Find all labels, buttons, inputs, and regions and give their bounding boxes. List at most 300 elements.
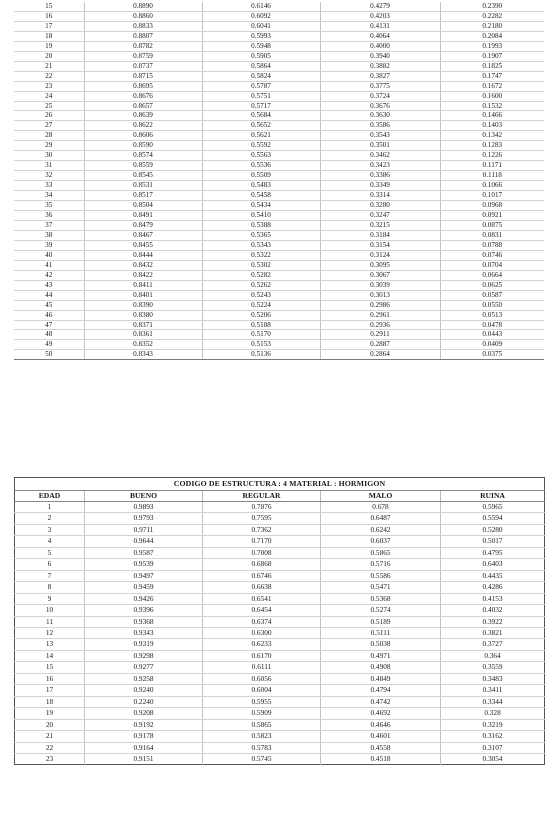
cell-ruina: 0.328 <box>441 708 545 719</box>
cell-bueno: 0.9343 <box>85 627 203 638</box>
cell-edad: 19 <box>14 41 84 51</box>
cell-regular: 0.5824 <box>202 71 320 81</box>
cell-bueno: 0.8715 <box>84 71 202 81</box>
cell-regular: 0.5948 <box>202 41 320 51</box>
cell-regular: 0.5509 <box>202 171 320 181</box>
cell-edad: 22 <box>14 71 84 81</box>
cell-bueno: 0.8411 <box>84 280 202 290</box>
cell-malo: 0.2961 <box>320 310 440 320</box>
cell-malo: 0.3423 <box>320 161 440 171</box>
table-row <box>14 41 544 51</box>
table-row <box>14 181 544 191</box>
cell-bueno: 0.8759 <box>84 51 202 61</box>
table-row <box>15 696 545 707</box>
cell-bueno: 0.9151 <box>85 753 203 764</box>
cell-regular: 0.5955 <box>203 696 321 707</box>
cell-regular: 0.5434 <box>202 201 320 211</box>
cell-edad: 39 <box>14 240 84 250</box>
cell-regular: 0.6454 <box>203 605 321 616</box>
cell-malo: 0.5189 <box>321 616 441 627</box>
column-header-bueno: BUENO <box>85 491 203 502</box>
cell-bueno: 0.9587 <box>85 547 203 558</box>
cell-malo: 0.4279 <box>320 2 440 11</box>
cell-edad: 17 <box>14 21 84 31</box>
cell-malo: 0.4646 <box>321 719 441 730</box>
cell-malo: 0.3039 <box>320 280 440 290</box>
cell-edad: 11 <box>15 616 85 627</box>
cell-ruina: 0.1672 <box>440 81 544 91</box>
table-title-row <box>15 478 545 491</box>
cell-ruina: 0.0831 <box>440 230 544 240</box>
cell-edad: 43 <box>14 280 84 290</box>
cell-malo: 0.3349 <box>320 181 440 191</box>
cell-malo: 0.678 <box>321 502 441 513</box>
cell-regular: 0.5388 <box>202 220 320 230</box>
cell-ruina: 0.1171 <box>440 161 544 171</box>
cell-malo: 0.4692 <box>321 708 441 719</box>
cell-edad: 7 <box>15 570 85 581</box>
cell-ruina: 0.0409 <box>440 340 544 350</box>
cell-bueno: 0.8657 <box>84 101 202 111</box>
cell-ruina: 0.2282 <box>440 11 544 21</box>
cell-malo: 0.3314 <box>320 191 440 201</box>
table-row <box>14 101 544 111</box>
cell-edad: 20 <box>15 719 85 730</box>
table-row <box>14 11 544 21</box>
table-row <box>14 81 544 91</box>
table-row <box>14 31 544 41</box>
cell-regular: 0.7008 <box>203 547 321 558</box>
cell-edad: 41 <box>14 260 84 270</box>
cell-malo: 0.3154 <box>320 240 440 250</box>
cell-ruina: 0.4795 <box>441 547 545 558</box>
cell-edad: 49 <box>14 340 84 350</box>
cell-regular: 0.6004 <box>203 685 321 696</box>
cell-edad: 28 <box>14 131 84 141</box>
table-row <box>14 350 544 360</box>
cell-edad: 14 <box>15 650 85 661</box>
cell-ruina: 0.3922 <box>441 616 545 627</box>
cell-malo: 0.3184 <box>320 230 440 240</box>
cell-malo: 0.3280 <box>320 201 440 211</box>
cell-regular: 0.7362 <box>203 524 321 535</box>
cell-ruina: 0.3411 <box>441 685 545 696</box>
cell-regular: 0.7170 <box>203 536 321 547</box>
table-body <box>14 2 544 360</box>
cell-malo: 0.3215 <box>320 220 440 230</box>
cell-regular: 0.5592 <box>202 141 320 151</box>
cell-malo: 0.3462 <box>320 151 440 161</box>
cell-regular: 0.5652 <box>202 121 320 131</box>
cell-regular: 0.5136 <box>202 350 320 360</box>
cell-edad: 12 <box>15 627 85 638</box>
cell-regular: 0.6092 <box>202 11 320 21</box>
cell-regular: 0.5536 <box>202 161 320 171</box>
cell-regular: 0.5170 <box>202 330 320 340</box>
cell-bueno: 0.9319 <box>85 639 203 650</box>
cell-ruina: 0.5017 <box>441 536 545 547</box>
cell-ruina: 0.1532 <box>440 101 544 111</box>
cell-edad: 3 <box>15 524 85 535</box>
cell-malo: 0.5586 <box>321 570 441 581</box>
cell-edad: 47 <box>14 320 84 330</box>
cell-ruina: 0.0550 <box>440 300 544 310</box>
cell-ruina: 0.5280 <box>441 524 545 535</box>
cell-bueno: 0.8479 <box>84 220 202 230</box>
table-row <box>15 547 545 558</box>
table-row <box>14 280 544 290</box>
cell-malo: 0.3013 <box>320 290 440 300</box>
cell-malo: 0.3095 <box>320 260 440 270</box>
cell-malo: 0.3067 <box>320 270 440 280</box>
cell-bueno: 0.8361 <box>84 330 202 340</box>
table-row <box>15 742 545 753</box>
table-row <box>15 685 545 696</box>
cell-edad: 16 <box>14 11 84 21</box>
cell-bueno: 0.8432 <box>84 260 202 270</box>
table-row <box>15 650 545 661</box>
cell-ruina: 0.1226 <box>440 151 544 161</box>
cell-ruina: 0.4032 <box>441 605 545 616</box>
cell-ruina: 0.0375 <box>440 350 544 360</box>
cell-malo: 0.3940 <box>320 51 440 61</box>
cell-malo: 0.6242 <box>321 524 441 535</box>
cell-malo: 0.3724 <box>320 91 440 101</box>
cell-ruina: 0.1825 <box>440 61 544 71</box>
table-row <box>14 340 544 350</box>
cell-ruina: 0.3107 <box>441 742 545 753</box>
cell-edad: 38 <box>14 230 84 240</box>
cell-regular: 0.5188 <box>202 320 320 330</box>
cell-edad: 13 <box>15 639 85 650</box>
cell-ruina: 0.3559 <box>441 662 545 673</box>
cell-bueno: 0.9793 <box>85 513 203 524</box>
cell-regular: 0.7876 <box>203 502 321 513</box>
cell-edad: 9 <box>15 593 85 604</box>
table-row <box>15 524 545 535</box>
depreciation-table-hormigon <box>14 477 545 765</box>
cell-bueno: 0.8444 <box>84 250 202 260</box>
cell-regular: 0.5745 <box>203 753 321 764</box>
table-row <box>14 201 544 211</box>
cell-regular: 0.5243 <box>202 290 320 300</box>
cell-regular: 0.5717 <box>202 101 320 111</box>
cell-ruina: 0.1466 <box>440 111 544 121</box>
cell-edad: 32 <box>14 171 84 181</box>
table-row <box>15 627 545 638</box>
table-row <box>14 230 544 240</box>
cell-malo: 0.5865 <box>321 547 441 558</box>
cell-edad: 19 <box>15 708 85 719</box>
cell-bueno: 0.9644 <box>85 536 203 547</box>
cell-bueno: 0.8390 <box>84 300 202 310</box>
cell-regular: 0.5905 <box>202 51 320 61</box>
cell-malo: 0.2986 <box>320 300 440 310</box>
cell-malo: 0.2887 <box>320 340 440 350</box>
table-row <box>14 171 544 181</box>
cell-ruina: 0.0875 <box>440 220 544 230</box>
cell-edad: 40 <box>14 250 84 260</box>
cell-edad: 22 <box>15 742 85 753</box>
cell-bueno: 0.9178 <box>85 731 203 742</box>
cell-ruina: 0.3483 <box>441 673 545 684</box>
table-row <box>14 270 544 280</box>
cell-ruina: 0.0788 <box>440 240 544 250</box>
cell-regular: 0.6111 <box>203 662 321 673</box>
cell-ruina: 0.5594 <box>441 513 545 524</box>
cell-ruina: 0.3727 <box>441 639 545 650</box>
cell-edad: 5 <box>15 547 85 558</box>
cell-bueno: 0.8401 <box>84 290 202 300</box>
cell-malo: 0.2936 <box>320 320 440 330</box>
cell-edad: 34 <box>14 191 84 201</box>
cell-malo: 0.3586 <box>320 121 440 131</box>
cell-bueno: 0.8352 <box>84 340 202 350</box>
cell-edad: 25 <box>14 101 84 111</box>
cell-regular: 0.6638 <box>203 582 321 593</box>
cell-malo: 0.3775 <box>320 81 440 91</box>
cell-malo: 0.3386 <box>320 171 440 181</box>
table-row <box>14 71 544 81</box>
cell-bueno: 0.9711 <box>85 524 203 535</box>
table-row <box>14 131 544 141</box>
cell-regular: 0.5864 <box>202 61 320 71</box>
cell-bueno: 0.8343 <box>84 350 202 360</box>
cell-bueno: 0.8517 <box>84 191 202 201</box>
table-row <box>15 708 545 719</box>
table-row <box>14 161 544 171</box>
cell-ruina: 0.0746 <box>440 250 544 260</box>
cell-malo: 0.4064 <box>320 31 440 41</box>
cell-bueno: 0.9277 <box>85 662 203 673</box>
cell-malo: 0.4794 <box>321 685 441 696</box>
cell-ruina: 0.1747 <box>440 71 544 81</box>
cell-malo: 0.3124 <box>320 250 440 260</box>
cell-bueno: 0.8622 <box>84 121 202 131</box>
table-row <box>15 719 545 730</box>
cell-ruina: 0.3821 <box>441 627 545 638</box>
cell-malo: 0.3543 <box>320 131 440 141</box>
cell-ruina: 0.1907 <box>440 51 544 61</box>
table-row <box>15 616 545 627</box>
cell-bueno: 0.8491 <box>84 211 202 221</box>
table-row <box>14 141 544 151</box>
cell-ruina: 0.1342 <box>440 131 544 141</box>
cell-edad: 45 <box>14 300 84 310</box>
cell-regular: 0.5483 <box>202 181 320 191</box>
column-header-regular: REGULAR <box>203 491 321 502</box>
cell-regular: 0.5909 <box>203 708 321 719</box>
column-header-malo: MALO <box>321 491 441 502</box>
cell-regular: 0.5153 <box>202 340 320 350</box>
cell-ruina: 0.0443 <box>440 330 544 340</box>
cell-regular: 0.5206 <box>202 310 320 320</box>
cell-edad: 17 <box>15 685 85 696</box>
table-row <box>14 121 544 131</box>
cell-edad: 21 <box>15 731 85 742</box>
cell-malo: 0.3827 <box>320 71 440 81</box>
cell-regular: 0.5365 <box>202 230 320 240</box>
cell-bueno: 0.8380 <box>84 310 202 320</box>
cell-edad: 48 <box>14 330 84 340</box>
table-row <box>14 300 544 310</box>
cell-regular: 0.6041 <box>202 21 320 31</box>
cell-edad: 44 <box>14 290 84 300</box>
cell-bueno: 0.8676 <box>84 91 202 101</box>
cell-regular: 0.5563 <box>202 151 320 161</box>
cell-regular: 0.6146 <box>202 2 320 11</box>
cell-ruina: 0.5965 <box>441 502 545 513</box>
cell-regular: 0.6056 <box>203 673 321 684</box>
cell-ruina: 0.2390 <box>440 2 544 11</box>
table-row <box>15 731 545 742</box>
cell-bueno: 0.9258 <box>85 673 203 684</box>
cell-regular: 0.6541 <box>203 593 321 604</box>
cell-ruina: 0.4153 <box>441 593 545 604</box>
cell-edad: 31 <box>14 161 84 171</box>
table-row <box>15 605 545 616</box>
cell-edad: 26 <box>14 111 84 121</box>
cell-bueno: 0.8422 <box>84 270 202 280</box>
cell-ruina: 0.3219 <box>441 719 545 730</box>
cell-regular: 0.6170 <box>203 650 321 661</box>
cell-malo: 0.3247 <box>320 211 440 221</box>
table-row <box>14 91 544 101</box>
cell-regular: 0.5458 <box>202 191 320 201</box>
cell-edad: 50 <box>14 350 84 360</box>
cell-ruina: 0.1283 <box>440 141 544 151</box>
cell-edad: 33 <box>14 181 84 191</box>
cell-bueno: 0.8531 <box>84 181 202 191</box>
table-header-row <box>15 491 545 502</box>
cell-ruina: 0.2180 <box>440 21 544 31</box>
cell-edad: 4 <box>15 536 85 547</box>
cell-bueno: 0.8695 <box>84 81 202 91</box>
cell-malo: 0.5471 <box>321 582 441 593</box>
cell-edad: 6 <box>15 559 85 570</box>
cell-regular: 0.5302 <box>202 260 320 270</box>
cell-edad: 36 <box>14 211 84 221</box>
cell-bueno: 0.8371 <box>84 320 202 330</box>
cell-ruina: 0.4286 <box>441 582 545 593</box>
cell-bueno: 0.8590 <box>84 141 202 151</box>
cell-malo: 0.5038 <box>321 639 441 650</box>
cell-malo: 0.3676 <box>320 101 440 111</box>
cell-bueno: 0.8455 <box>84 240 202 250</box>
cell-bueno: 0.9298 <box>85 650 203 661</box>
table-row <box>14 2 544 11</box>
cell-bueno: 0.9459 <box>85 582 203 593</box>
cell-edad: 1 <box>15 502 85 513</box>
cell-bueno: 0.8782 <box>84 41 202 51</box>
cell-ruina: 0.6403 <box>441 559 545 570</box>
cell-edad: 27 <box>14 121 84 131</box>
table-row <box>15 673 545 684</box>
cell-malo: 0.4971 <box>321 650 441 661</box>
cell-ruina: 0.0921 <box>440 211 544 221</box>
table-row <box>14 111 544 121</box>
table-row <box>14 240 544 250</box>
cell-edad: 20 <box>14 51 84 61</box>
table-row <box>14 220 544 230</box>
cell-ruina: 0.3344 <box>441 696 545 707</box>
cell-malo: 0.4601 <box>321 731 441 742</box>
cell-bueno: 0.8545 <box>84 171 202 181</box>
cell-bueno: 0.8559 <box>84 161 202 171</box>
cell-ruina: 0.1066 <box>440 181 544 191</box>
cell-edad: 10 <box>15 605 85 616</box>
table-row <box>14 290 544 300</box>
cell-malo: 0.4558 <box>321 742 441 753</box>
cell-ruina: 0.0704 <box>440 260 544 270</box>
cell-regular: 0.5410 <box>202 211 320 221</box>
cell-ruina: 0.1403 <box>440 121 544 131</box>
table-row <box>15 502 545 513</box>
cell-edad: 15 <box>14 2 84 11</box>
cell-bueno: 0.9497 <box>85 570 203 581</box>
cell-bueno: 0.9426 <box>85 593 203 604</box>
cell-ruina: 0.4435 <box>441 570 545 581</box>
cell-bueno: 0.9192 <box>85 719 203 730</box>
cell-malo: 0.5274 <box>321 605 441 616</box>
cell-regular: 0.5993 <box>202 31 320 41</box>
cell-bueno: 0.9368 <box>85 616 203 627</box>
cell-edad: 42 <box>14 270 84 280</box>
cell-malo: 0.5368 <box>321 593 441 604</box>
table-row <box>14 21 544 31</box>
cell-edad: 29 <box>14 141 84 151</box>
cell-malo: 0.3882 <box>320 61 440 71</box>
column-header-edad: EDAD <box>15 491 85 502</box>
cell-ruina: 0.3054 <box>441 753 545 764</box>
table-title: CODIGO DE ESTRUCTURA : 4 MATERIAL : HORMIGON <box>15 478 545 491</box>
cell-malo: 0.4000 <box>320 41 440 51</box>
cell-malo: 0.5716 <box>321 559 441 570</box>
cell-bueno: 0.8890 <box>84 2 202 11</box>
cell-regular: 0.5621 <box>202 131 320 141</box>
table-row <box>14 151 544 161</box>
table-row <box>15 559 545 570</box>
cell-regular: 0.6300 <box>203 627 321 638</box>
cell-bueno: 0.9893 <box>85 502 203 513</box>
cell-regular: 0.5865 <box>203 719 321 730</box>
cell-regular: 0.5787 <box>202 81 320 91</box>
table-row <box>15 593 545 604</box>
cell-bueno: 0.8574 <box>84 151 202 161</box>
cell-regular: 0.5751 <box>202 91 320 101</box>
table-row <box>14 51 544 61</box>
cell-regular: 0.5262 <box>202 280 320 290</box>
table-row <box>15 570 545 581</box>
cell-ruina: 0.0478 <box>440 320 544 330</box>
cell-malo: 0.6037 <box>321 536 441 547</box>
cell-ruina: 0.0587 <box>440 290 544 300</box>
cell-edad: 15 <box>15 662 85 673</box>
cell-regular: 0.6746 <box>203 570 321 581</box>
cell-malo: 0.6487 <box>321 513 441 524</box>
cell-edad: 2 <box>15 513 85 524</box>
table-row <box>15 582 545 593</box>
cell-bueno: 0.8807 <box>84 31 202 41</box>
cell-ruina: 0.1600 <box>440 91 544 101</box>
cell-edad: 16 <box>15 673 85 684</box>
cell-regular: 0.5224 <box>202 300 320 310</box>
cell-ruina: 0.3162 <box>441 731 545 742</box>
cell-ruina: 0.1017 <box>440 191 544 201</box>
column-header-ruina: RUINA <box>441 491 545 502</box>
cell-bueno: 0.9240 <box>85 685 203 696</box>
cell-malo: 0.4203 <box>320 11 440 21</box>
